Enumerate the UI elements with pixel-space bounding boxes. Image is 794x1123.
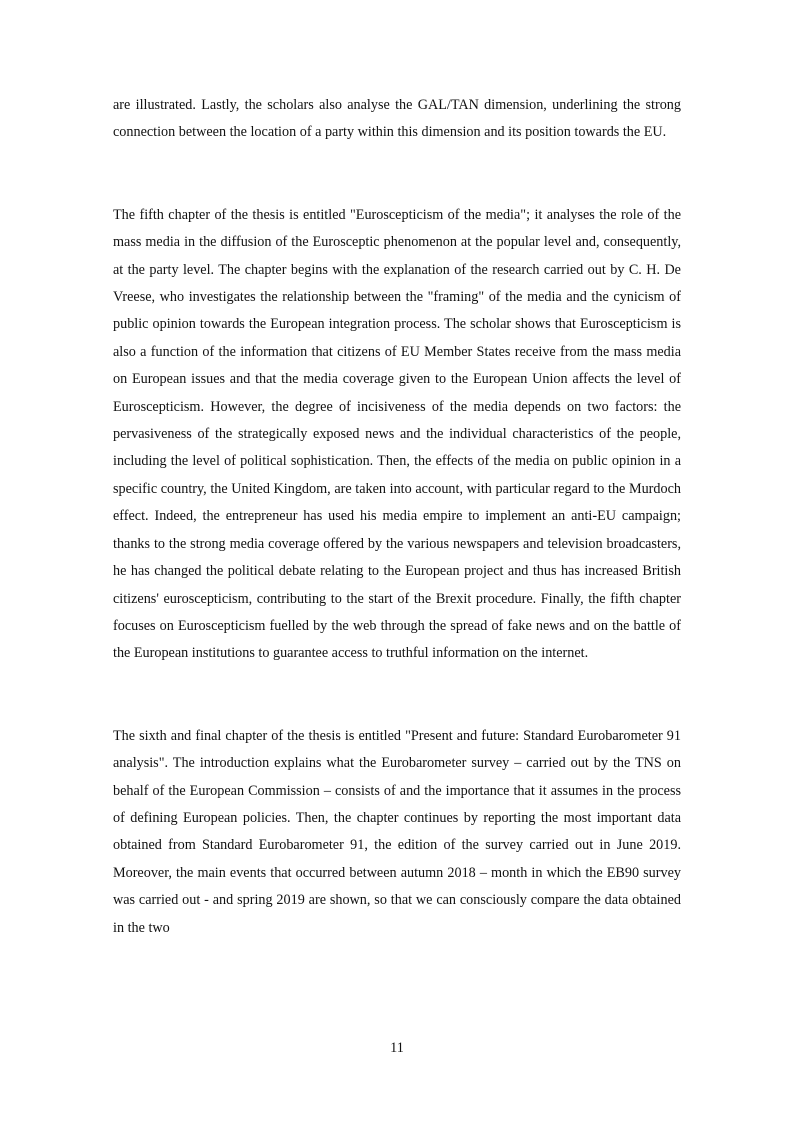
text-column bbox=[113, 92, 681, 942]
paragraph-fifth-chapter: The fifth chapter of the thesis is entitled "Euroscepticism of the media"; it analyses the role of the mass media in the diffusion of the Eurosceptic phenomenon at the popular level and, consequently, at the party level. The chapter begins with the explanation of the research carried out by C. H. De Vreese, who investigates the relationship between the "framing" of the media and the cynicism of public opinion towards the European integration process. The scholar shows that Euroscepticism is also a function of the information that citizens of EU Member States receive from the mass media on European issues and that the media coverage given to the European Union affects the level of Euroscepticism. However, the degree of incisiveness of the media depends on two factors: the pervasiveness of the strategically exposed news and the individual characteristics of the people, including the level of political sophistication. Then, the effects of the media on public opinion in a specific country, the United Kingdom, are taken into account, with particular regard to the Murdoch effect. Indeed, the entrepreneur has used his media empire to implement an anti-EU campaign; thanks to the strong media coverage offered by the various newspapers and television broadcasters, he has changed the political debate relating to the European project and thus has increased British citizens' euroscepticism, contributing to the start of the Brexit procedure. Finally, the fifth chapter focuses on Euroscepticism fuelled by the web through the spread of fake news and on the battle of the European institutions to guarantee access to truthful information on the internet. bbox=[113, 206, 681, 662]
paragraph-sixth-chapter: The sixth and final chapter of the thesis is entitled "Present and future: Standard Eurobarometer 91 analysis". The introduction explains what the Eurobarometer survey – carried out by the TNS on behalf of the European Commission – consists of and the importance that it assumes in the process of defining European policies. Then, the chapter continues by reporting the most important data obtained from Standard Eurobarometer 91, the edition of the survey carried out in June 2019. Moreover, the main events that occurred between autumn 2018 – month in which the EB90 survey was carried out - and spring 2019 are shown, so that we can consciously compare the data obtained in the two bbox=[113, 727, 681, 936]
paragraph-gal-tan: are illustrated. Lastly, the scholars also analyse the GAL/TAN dimension, underlining the strong connection between the location of a party within this dimension and its position towards the EU. bbox=[113, 97, 681, 141]
page-number: 11 bbox=[390, 1040, 404, 1056]
